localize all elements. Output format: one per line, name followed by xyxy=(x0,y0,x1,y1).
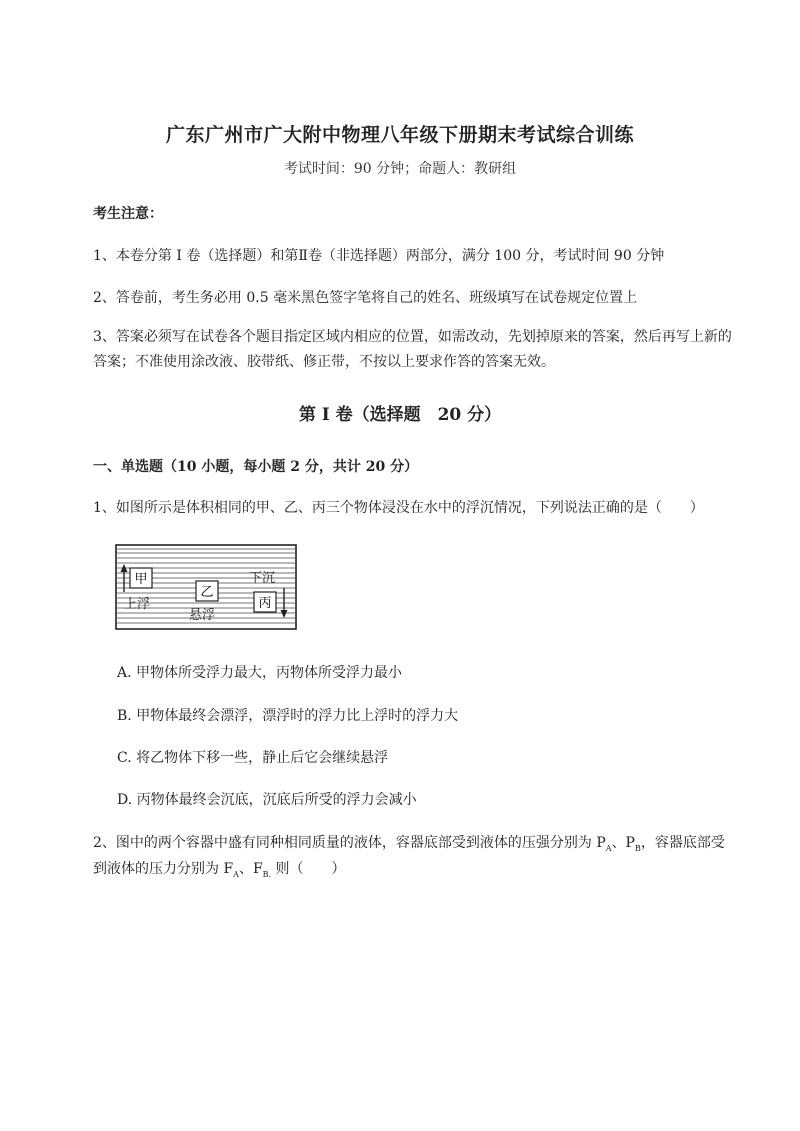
q2-text-part: 、F xyxy=(238,861,263,877)
subscript-b: B xyxy=(634,843,641,853)
notice-item-3: 3、答案必须写在试卷各个题目指定区域内相应的位置，如需改动，先划掉原来的答案，然后再写上新的答案；不准使用涂改液、胶带纸、修正带，不按以上要求作答的答案无效。 xyxy=(93,329,732,370)
q1-option-b: B. 甲物体最终会漂浮，漂浮时的浮力比上浮时的浮力大 xyxy=(117,708,459,724)
subscript-fb: B. xyxy=(262,869,272,879)
question-2-line-2 xyxy=(93,858,346,879)
exam-info: 考试时间：90 分钟；命题人：教研组 xyxy=(283,161,517,177)
suspend-label: 悬浮 xyxy=(189,608,216,623)
q2-text-part: ，容器底部受 xyxy=(640,835,725,851)
object-bing xyxy=(254,592,276,612)
part-heading: 一、单选题（10 小题，每小题 2 分，共计 20 分） xyxy=(93,459,419,475)
q2-text-part: 到液体的压力分别为 F xyxy=(93,861,234,877)
q1-option-d: D. 丙物体最终会沉底，沉底后所受的浮力会减小 xyxy=(117,792,417,808)
object-jia-label: 甲 xyxy=(134,572,148,587)
notice-item-1: 1、本卷分第 I 卷（选择题）和第Ⅱ卷（非选择题）两部分，满分 100 分，考试时间 90 分钟 xyxy=(93,248,665,264)
object-yi xyxy=(196,581,218,601)
object-bing-label: 丙 xyxy=(258,596,272,611)
notice-heading: 考生注意： xyxy=(93,206,163,222)
section-title: 第 I 卷（选择题 20 分） xyxy=(298,405,502,425)
question-2-line-1 xyxy=(93,832,725,853)
object-yi-label: 乙 xyxy=(200,585,214,600)
notice-item-2: 2、答卷前，考生务必用 0.5 毫米黑色签字笔将自己的姓名、班级填写在试卷规定位置上 xyxy=(93,290,638,306)
subscript-fa: A xyxy=(233,869,239,879)
q1-option-a: A. 甲物体所受浮力最大，丙物体所受浮力最小 xyxy=(117,665,403,681)
q2-text-part: 2、图中的两个容器中盛有同种相同质量的液体，容器底部受到液体的压强分别为 P xyxy=(93,835,606,851)
float-up-label: 上浮 xyxy=(124,597,151,612)
q1-option-c: C. 将乙物体下移一些，静止后它会继续悬浮 xyxy=(117,750,389,766)
buoyancy-figure xyxy=(115,544,297,630)
question-1-stem: 1、如图所示是体积相同的甲、乙、丙三个物体浸没在水中的浮沉情况，下列说法正确的是（ ） xyxy=(93,500,704,516)
page-title: 广东广州市广大附中物理八年级下册期末考试综合训练 xyxy=(165,124,634,146)
sink-label: 下沉 xyxy=(249,571,276,586)
subscript-a: A xyxy=(605,843,612,853)
q2-text-part: 则（ ） xyxy=(271,861,346,877)
q2-text-part: 、P xyxy=(611,835,635,851)
object-jia xyxy=(130,568,152,588)
